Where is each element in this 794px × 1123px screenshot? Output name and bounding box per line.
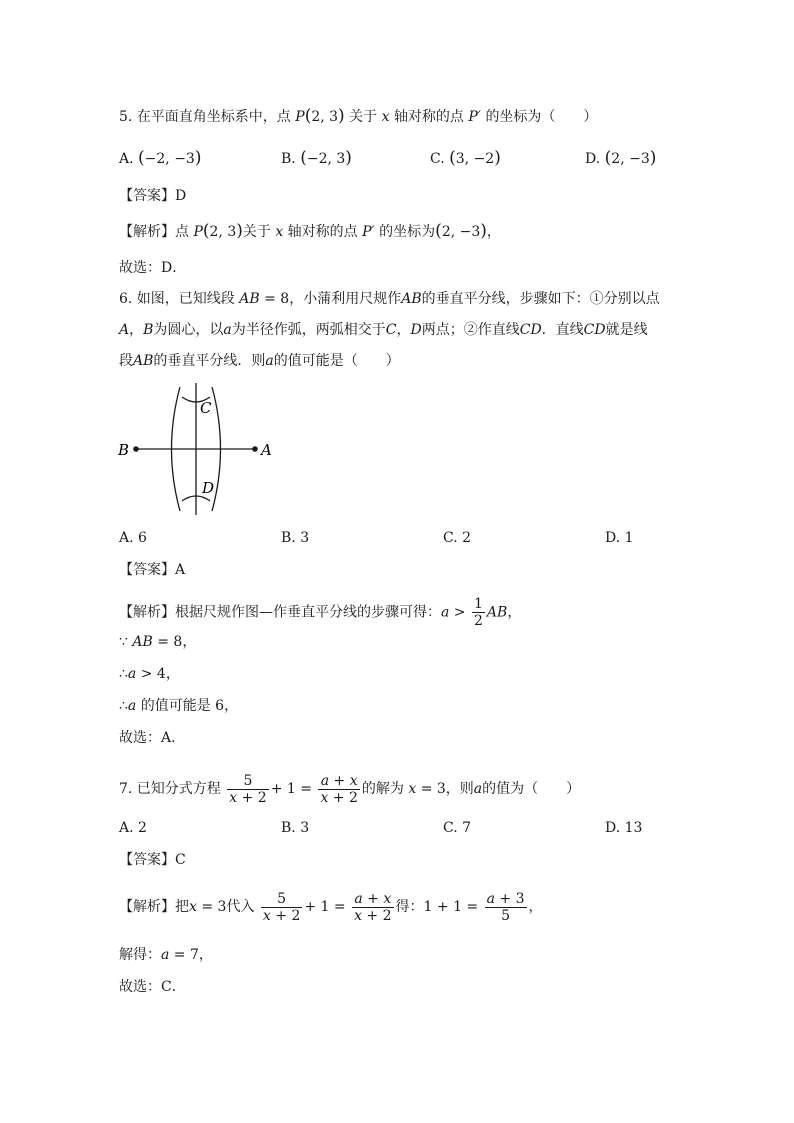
q5-option-c: C. (3, −2) — [430, 148, 501, 168]
q5-option-b: B. (−2, 3) — [281, 148, 352, 168]
q7-stem: 7. 已知分式方程 $\frac{5}{x + 2}$ + 1 = $\frac{a + x}{x + 2}$ 的解为 x = 3，则a的值为（ ） — [119, 772, 581, 806]
q5-conclusion: 故选：D． — [119, 260, 187, 276]
point-b — [133, 446, 139, 452]
q7-solve: 解得：a = 7， — [119, 947, 213, 963]
label-b: B — [118, 441, 130, 459]
q6-conclusion: 故选：A． — [119, 730, 186, 746]
q5-option-a: A. (−2, −3) — [119, 148, 202, 168]
q7-answer: 【答案】C — [119, 852, 186, 868]
q6-analysis: 【解析】根据尺规作图—作垂直平分线的步骤可得：a > $\frac{1}{2}$ AB， — [119, 596, 522, 629]
q7-option-d: D. 13 — [605, 820, 643, 836]
q6-answer: 【答案】A — [119, 562, 186, 578]
q6-because: ∵ AB = 8， — [119, 634, 197, 650]
q7-analysis: 【解析】把x = 3代入 $\frac{5}{x + 2}$ + 1 = $\frac{a + x}{x + 2}$ 得：1 + 1 = $\frac{a + 3}{5}$ ， — [119, 890, 543, 924]
q6-therefore-2: ∴a 的值可能是 6， — [119, 698, 239, 714]
q6-stem-line1: 6. 如图，已知线段 AB = 8，小蒲利用尺规作AB的垂直平分线，步骤如下：①分别以点 — [119, 291, 660, 307]
fraction-half: $\frac{1}{2}$ — [474, 596, 483, 629]
q6-stem-line3: 段AB的垂直平分线．则a的值可能是（ ） — [119, 353, 400, 369]
q6-option-c: C. 2 — [443, 530, 472, 546]
math-p: P — [295, 109, 305, 125]
q6-option-d: D. 1 — [605, 530, 634, 546]
q6-stem-line2: A，B为圆心，以a为半径作弧，两弧相交于C，D两点；②作直线CD．直线CD就是线 — [119, 322, 648, 338]
q5-answer: 【答案】D — [119, 188, 187, 204]
q6-option-a: A. 6 — [119, 530, 147, 546]
q7-option-c: C. 7 — [443, 820, 472, 836]
q5-stem: 5. 在平面直角坐标系中，点 P(2, 3) 关于 x 轴对称的点 P′ 的坐标为（ ） — [119, 106, 598, 126]
q6-therefore-1: ∴a > 4， — [119, 666, 180, 682]
point-a — [252, 446, 258, 452]
q7-conclusion: 故选：C． — [119, 979, 186, 995]
label-d: D — [202, 479, 215, 497]
q7-option-b: B. 3 — [281, 820, 310, 836]
q6-option-b: B. 3 — [281, 530, 310, 546]
q6-construction-figure — [110, 375, 290, 525]
q7-option-a: A. 2 — [119, 820, 147, 836]
q5-option-d: D. (2, −3) — [585, 148, 657, 168]
label-a: A — [261, 441, 272, 459]
q5-analysis: 【解析】点 P(2, 3)关于 x 轴对称的点 P′ 的坐标为(2, −3)， — [119, 221, 501, 241]
label-c: C — [200, 399, 212, 417]
